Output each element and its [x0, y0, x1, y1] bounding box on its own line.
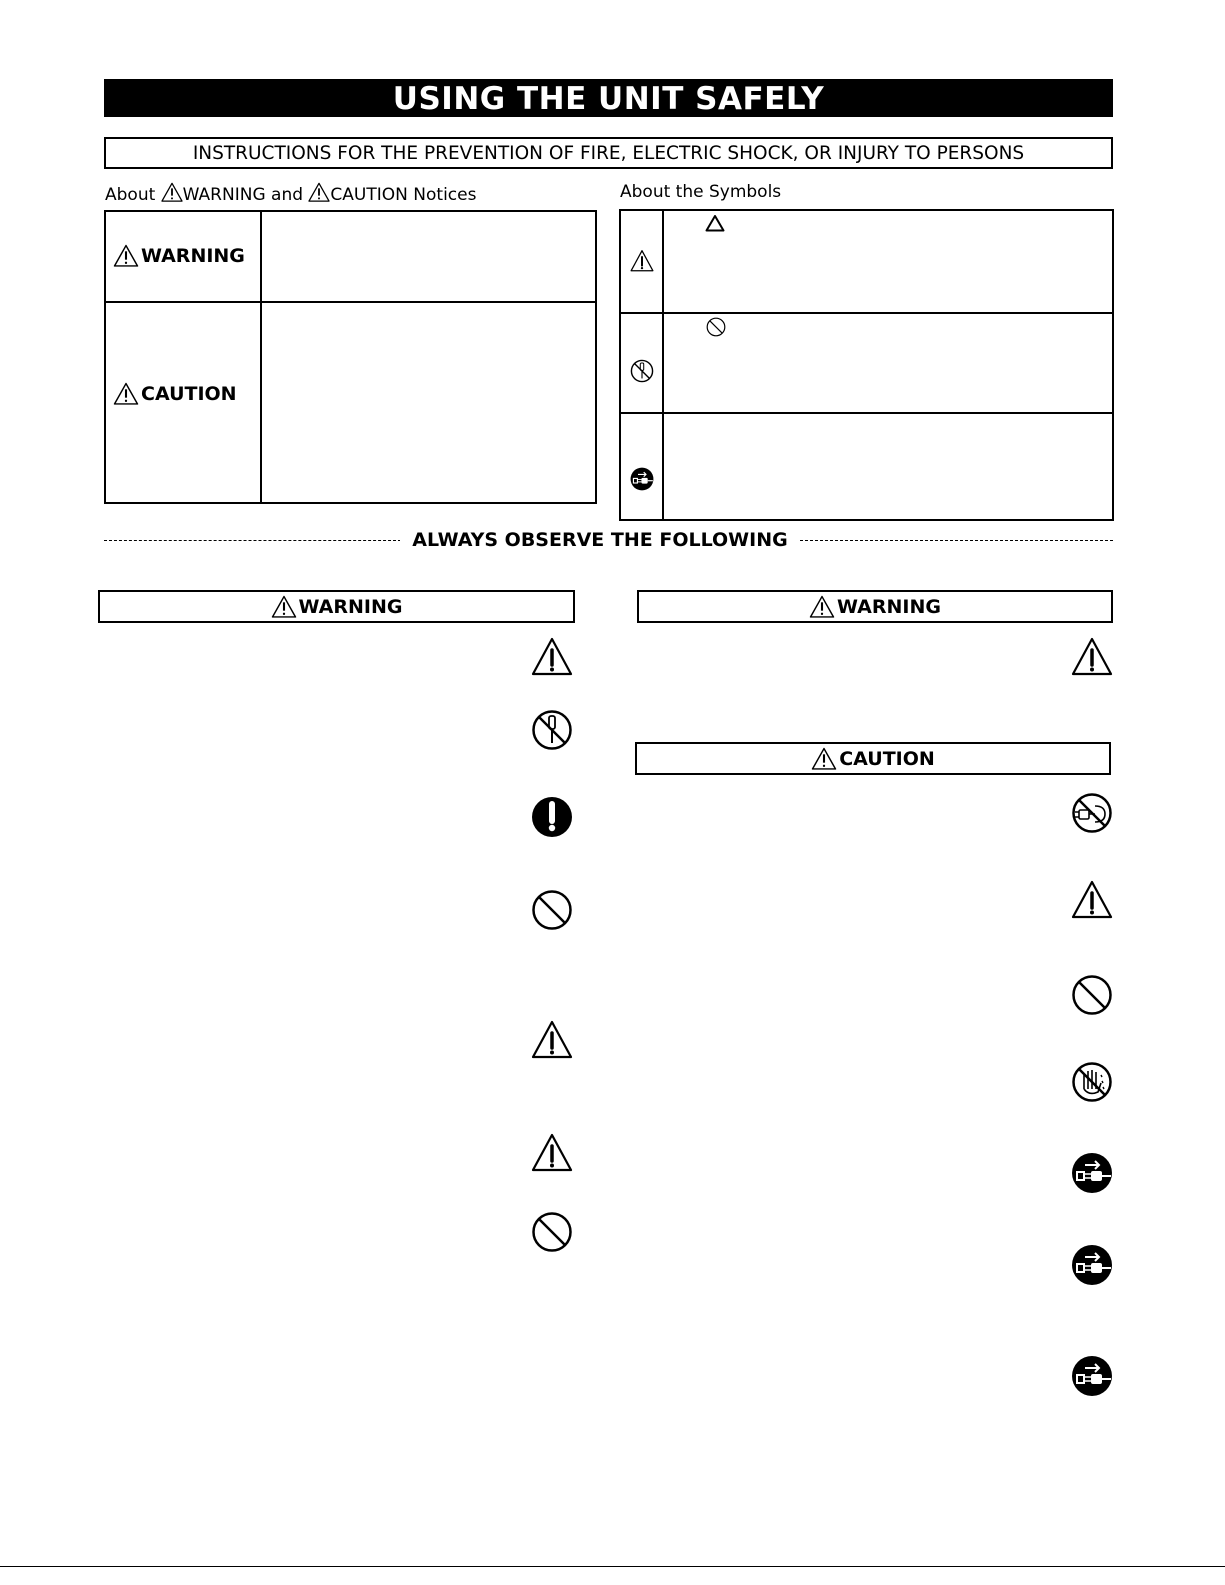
warning-triangle-icon: [1071, 879, 1113, 921]
label-text: WARNING: [141, 244, 245, 267]
notices-caption: [105, 182, 476, 205]
warning-triangle-icon: [113, 244, 139, 267]
divider: [260, 210, 262, 504]
symbols-caption: About the Symbols: [620, 182, 782, 202]
caution-label: [113, 382, 237, 405]
right-caution-header: [635, 742, 1111, 775]
no-disassembly-icon: [531, 709, 573, 751]
label-text: CAUTION: [141, 382, 237, 405]
divider: [619, 412, 1114, 414]
dashed-rule: [104, 540, 401, 541]
triangle-outline-icon: [705, 214, 725, 232]
caption-text: WARNING: [182, 185, 266, 205]
header-text: WARNING: [298, 595, 403, 618]
caption-text: CAUTION: [330, 185, 408, 205]
prohibition-icon: [531, 1211, 573, 1253]
subtitle-box: INSTRUCTIONS FOR THE PREVENTION OF FIRE, ELECTRIC SHOCK, OR INJURY TO PERSONS: [104, 137, 1113, 169]
prohibition-icon: [706, 317, 726, 337]
page-title: USING THE UNIT SAFELY: [104, 79, 1113, 117]
warning-triangle-icon: [161, 182, 183, 202]
bottom-rule: [0, 1566, 1225, 1567]
unplug-icon: [1071, 1244, 1113, 1286]
no-wet-hands-icon: [1071, 1061, 1113, 1103]
prohibition-icon: [531, 889, 573, 931]
divider: [104, 301, 597, 303]
no-pull-cord-icon: [1071, 792, 1113, 834]
warning-triangle-icon: [809, 595, 835, 618]
symbols-table: [619, 209, 1114, 521]
header-text: WARNING: [837, 595, 941, 618]
warning-triangle-icon: [271, 595, 297, 618]
unplug-icon: [1071, 1355, 1113, 1397]
dashed-rule: [800, 540, 1113, 541]
warning-triangle-icon: [113, 382, 139, 405]
observe-heading: ALWAYS OBSERVE THE FOLLOWING: [400, 529, 800, 551]
warning-triangle-icon: [630, 249, 654, 273]
unplug-icon: [1071, 1152, 1113, 1194]
warning-triangle-icon: [531, 1132, 573, 1174]
left-warning-header: [98, 590, 575, 623]
divider: [619, 312, 1114, 314]
warning-triangle-icon: [531, 1019, 573, 1061]
warning-label: [113, 244, 245, 267]
divider: [662, 209, 664, 521]
warning-triangle-icon: [531, 636, 573, 678]
warning-triangle-icon: [1071, 636, 1113, 678]
header-text: CAUTION: [839, 747, 935, 770]
warning-triangle-icon: [308, 182, 330, 202]
unplug-icon: [630, 467, 654, 491]
prohibition-icon: [1071, 974, 1113, 1016]
warning-triangle-icon: [811, 747, 837, 770]
caption-text: Notices: [413, 185, 477, 205]
no-disassembly-icon: [630, 359, 654, 383]
right-warning-header: [637, 590, 1113, 623]
caption-text: About: [105, 185, 156, 205]
caption-text: and: [271, 185, 304, 205]
mandatory-exclamation-icon: [531, 796, 573, 838]
